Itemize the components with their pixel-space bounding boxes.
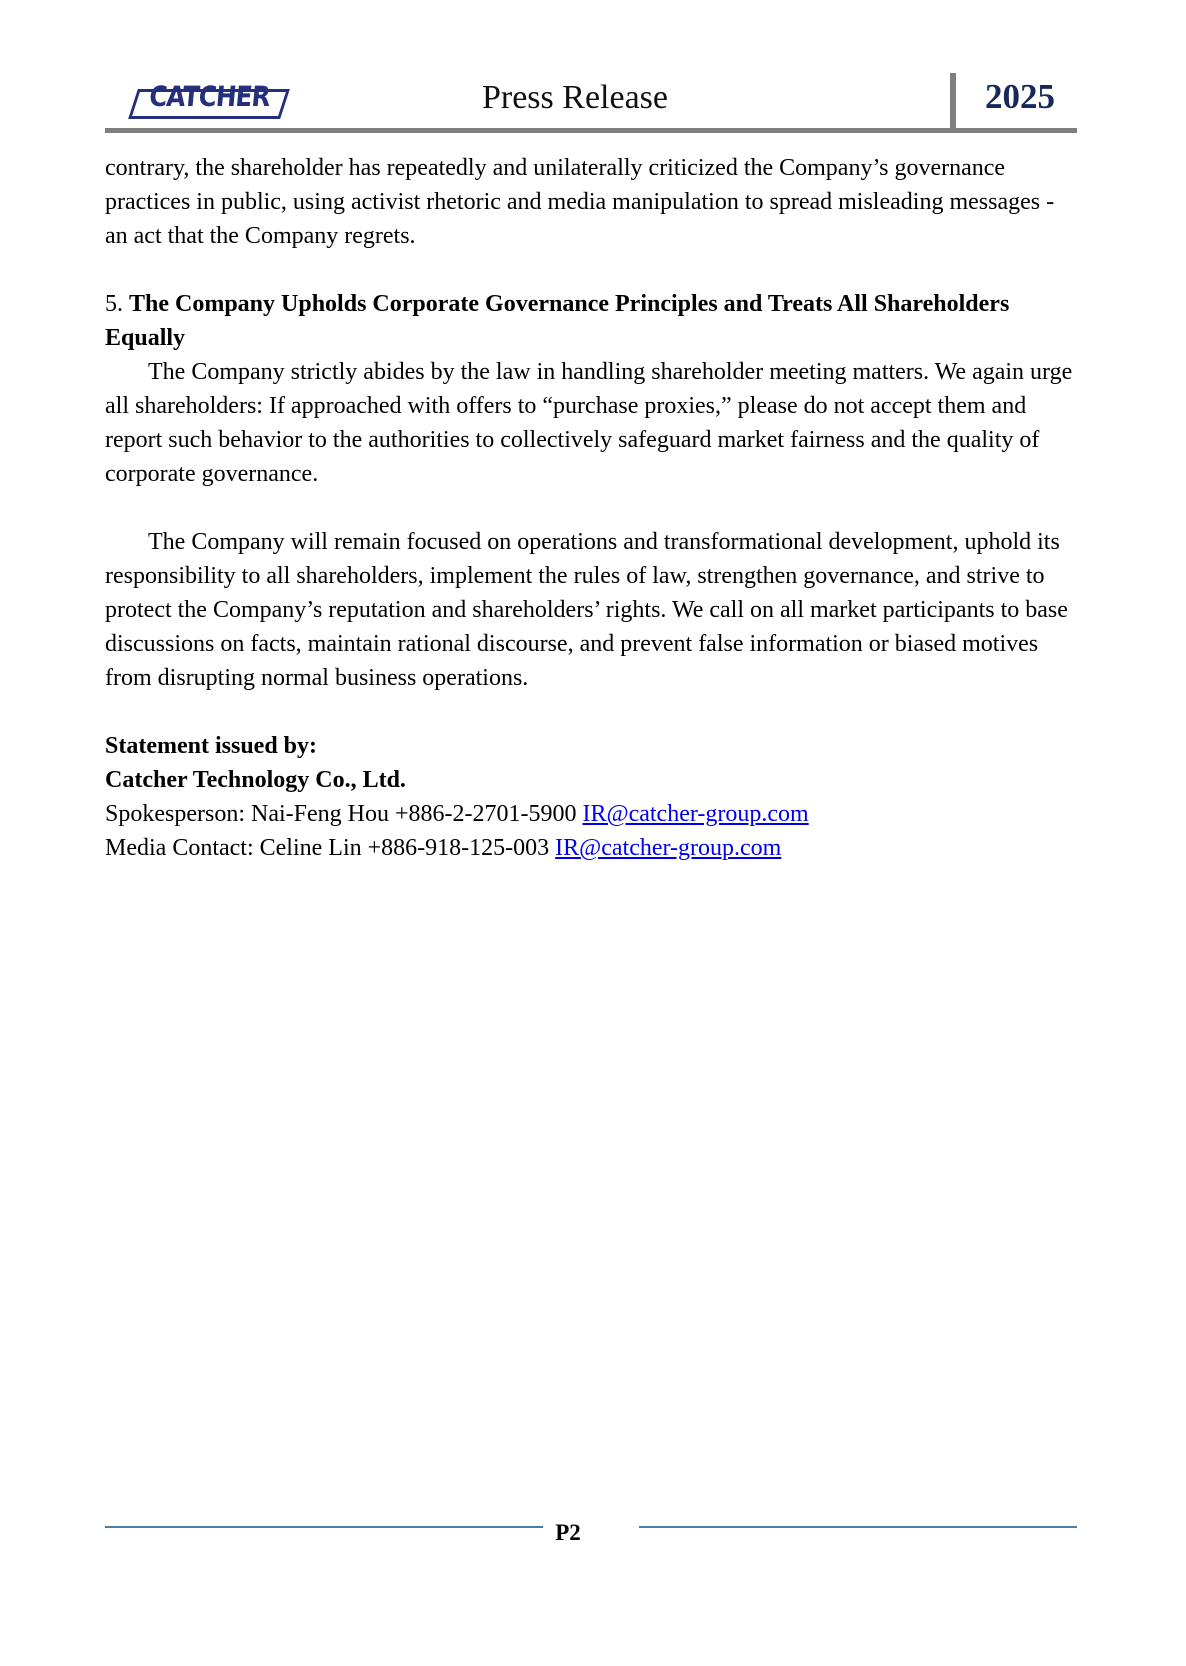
section-5-title: The Company Upholds Corporate Governance Principles and Treats All Shareholders Equally bbox=[105, 291, 1010, 351]
page-number: P2 bbox=[555, 1520, 581, 1545]
footer-right-rule bbox=[639, 1526, 1077, 1528]
statement-block bbox=[105, 729, 1080, 865]
media-email-link[interactable]: IR@catcher-group.com bbox=[555, 835, 782, 861]
section-5-heading bbox=[105, 287, 1080, 355]
statement-company-name: Catcher Technology Co., Ltd. bbox=[105, 767, 406, 793]
footer-left-rule bbox=[105, 1526, 543, 1528]
header-year: 2025 bbox=[985, 77, 1055, 116]
header-rule-line bbox=[105, 128, 1077, 133]
document-body bbox=[105, 151, 1080, 865]
statement-issued-by-label: Statement issued by: bbox=[105, 733, 318, 759]
logo-text: CATCHER bbox=[147, 80, 272, 113]
media-contact-text: Media Contact: Celine Lin +886-918-125-003 bbox=[105, 835, 556, 861]
spokesperson-email-link[interactable]: IR@catcher-group.com bbox=[582, 801, 809, 827]
closing-paragraph: The Company will remain focused on operations and transformational development, uphold its responsibility to all shareholders, implement the rules of law, strengthen governance, and strive to protect the Company’s reputation and shareholders’ rights. We call on all market participants to base discussions on facts, maintain rational discourse, and prevent false information or biased motives from disrupting normal business operations. bbox=[105, 529, 1068, 691]
spokesperson-contact-text: Spokesperson: Nai-Feng Hou +886-2-2701-5900 bbox=[105, 801, 583, 827]
spokesperson-line bbox=[105, 797, 1080, 831]
section-5-number: 5. bbox=[105, 291, 123, 317]
section-5-paragraph: The Company strictly abides by the law in handling shareholder meeting matters. We again urge all shareholders: If approached with offers to “purchase proxies,” please do not accept them and report such behavior to the authorities to collectively safeguard market fairness and the quality of corporate governance. bbox=[105, 359, 1073, 487]
page-footer bbox=[105, 1516, 1077, 1550]
catcher-logo bbox=[127, 78, 292, 120]
paragraph-continuation: contrary, the shareholder has repeatedly and unilaterally criticized the Company’s governance practices in public, using activist rhetoric and media manipulation to spread misleading messages - an act that the Company regrets. bbox=[105, 155, 1055, 249]
media-contact-line bbox=[105, 831, 1080, 865]
document-title: Press Release bbox=[481, 79, 668, 116]
header-vertical-divider bbox=[950, 73, 956, 133]
